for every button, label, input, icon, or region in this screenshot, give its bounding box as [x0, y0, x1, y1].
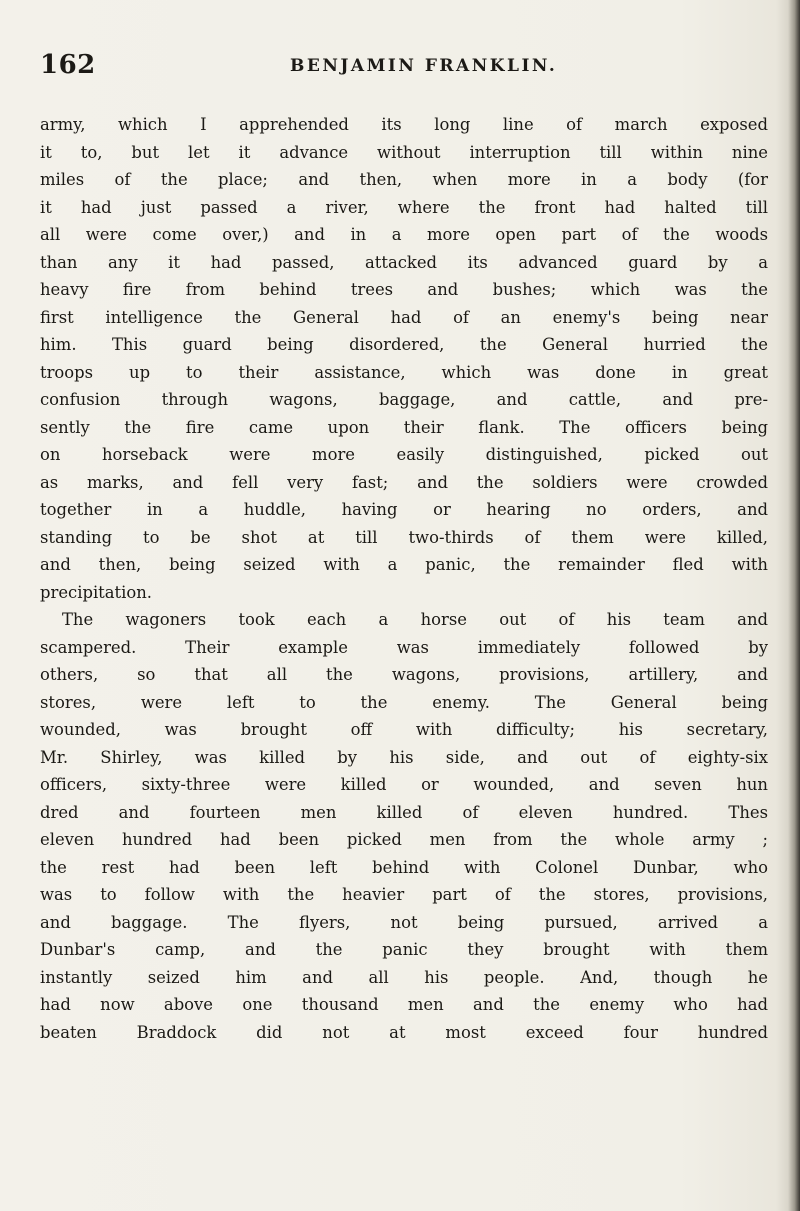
text-line: others, so that all the wagons, provisions, artillery, and [40, 665, 768, 684]
text-line: standing to be shot at till two-thirds of them were killed, [40, 527, 768, 547]
text-line: as marks, and fell very fast; and the soldiers were crowded [40, 472, 768, 492]
text-line: instantly seized him and all his people. And, though he [40, 967, 768, 987]
text-line: it to, but let it advance without interruption till within nine [40, 142, 768, 162]
page-number: 162 [40, 50, 96, 80]
text-line: first intelligence the General had of an enemy's being near [40, 307, 768, 327]
text-line: and baggage. The flyers, not being pursued, arrived a [40, 912, 768, 932]
text-line: eleven hundred had been picked men from the whole army ; [40, 830, 768, 849]
text-line: army, which I apprehended its long line of march exposed [40, 115, 768, 134]
page-header [40, 50, 760, 90]
text-line: than any it had passed, attacked its advanced guard by a [40, 252, 768, 272]
text-line: confusion through wagons, baggage, and cattle, and pre- [40, 390, 768, 409]
running-head: BENJAMIN FRANKLIN. [290, 56, 558, 76]
text-line: beaten Braddock did not at most exceed four hundred [40, 1022, 768, 1042]
text-line: officers, sixty-three were killed or wounded, and seven hun [40, 775, 768, 794]
text-line: scampered. Their example was immediately followed by [40, 637, 768, 657]
text-line: him. This guard being disordered, the General hurried the [40, 335, 768, 354]
text-line: had now above one thousand men and the enemy who had [40, 995, 768, 1014]
body-text [40, 111, 768, 1046]
text-line: all were come over,) and in a more open part of the woods [40, 225, 768, 244]
text-line: miles of the place; and then, when more in a body (for [40, 170, 768, 189]
text-line: dred and fourteen men killed of eleven hundred. Thes [40, 802, 768, 822]
text-line: sently the fire came upon their flank. The officers being [40, 417, 768, 437]
text-line: wounded, was brought off with difficulty; his secretary, [40, 720, 768, 739]
paragraph-end-line: precipitation. [40, 582, 153, 602]
text-line: stores, were left to the enemy. The General being [40, 692, 768, 712]
text-line: heavy fire from behind trees and bushes; which was the [40, 280, 768, 299]
text-line: Mr. Shirley, was killed by his side, and out of eighty-six [40, 747, 768, 767]
text-line: troops up to their assistance, which was done in great [40, 362, 768, 382]
text-line: and then, being seized with a panic, the remainder fled with [40, 555, 768, 574]
page-edge-shadow [788, 0, 800, 1211]
text-line: was to follow with the heavier part of the stores, provisions, [40, 885, 768, 904]
text-line: on horseback were more easily distinguished, picked out [40, 445, 768, 464]
text-line: Dunbar's camp, and the panic they brought with them [40, 940, 768, 959]
text-line: it had just passed a river, where the front had halted till [40, 197, 768, 217]
paragraph-start-line: The wagoners took each a horse out of his team and [62, 610, 768, 629]
text-line: together in a huddle, having or hearing no orders, and [40, 500, 768, 519]
text-line: the rest had been left behind with Colonel Dunbar, who [40, 857, 768, 877]
